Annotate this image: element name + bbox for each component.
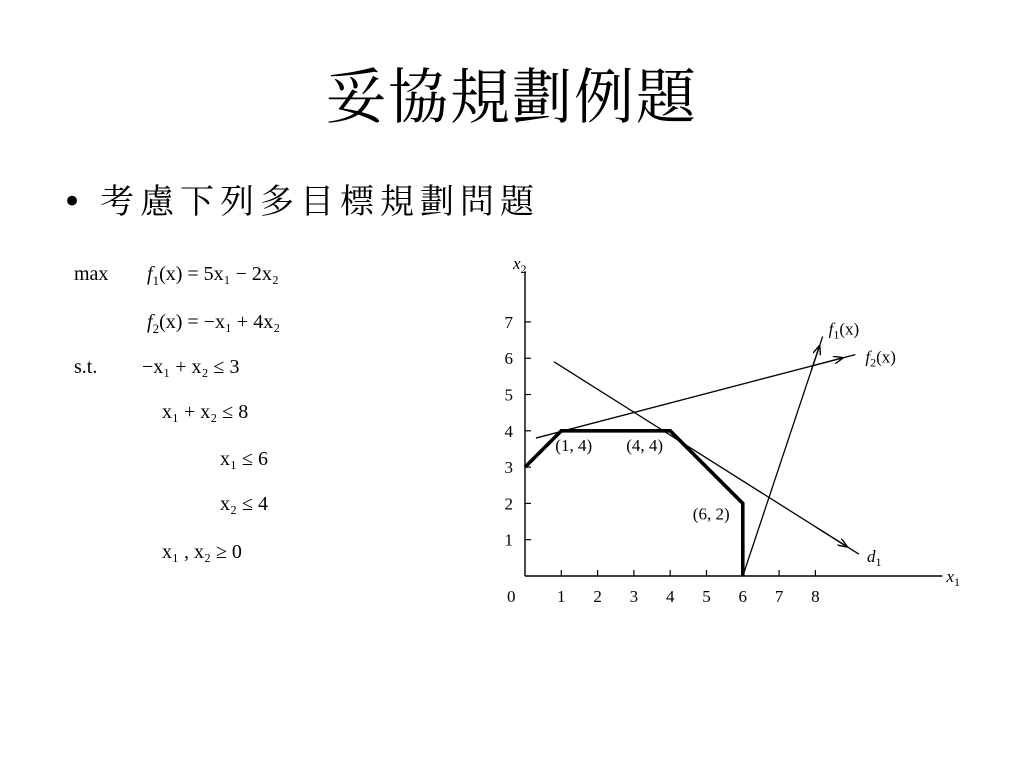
x-tick-label-5: 5: [702, 587, 711, 606]
origin-label: 0: [507, 587, 516, 606]
constraint-2: x₁ + x₂ ≤ 8: [162, 401, 249, 423]
y-axis-label: $x_2$: [513, 254, 527, 277]
constraint-1: −x₁ + x₂ ≤ 3: [142, 356, 240, 378]
bullet-item: [62, 176, 540, 228]
line-label-1: $f_2(x)$: [865, 347, 896, 370]
point-label-1: (4, 4): [626, 435, 664, 455]
x-tick-label-6: 6: [738, 587, 748, 606]
line-label-0: $f_1(x)$: [828, 319, 860, 342]
x-tick-label-3: 3: [629, 587, 639, 606]
objective-f2: [147, 310, 280, 341]
bullet-text: 考慮下列多目標規劃問題: [100, 182, 540, 222]
feasible-region-chart: [470, 250, 990, 620]
y-tick-label-2: 2: [504, 494, 513, 514]
constraint-5: x₁ , x₂ ≥ 0: [162, 541, 242, 563]
y-tick-label-1: 1: [504, 530, 513, 550]
st-label: s.t.: [74, 356, 98, 378]
objective-f1-symbol: f: [147, 263, 153, 285]
point-label-0: (1, 4): [555, 435, 593, 455]
y-tick-label-4: 4: [504, 421, 513, 441]
max-label: max: [74, 263, 109, 285]
objective-f2-symbol: f: [147, 311, 153, 333]
x-tick-label-7: 7: [774, 587, 784, 606]
line-label-2: $d_1$: [866, 547, 882, 570]
y-tick-label-6: 6: [504, 349, 513, 369]
constraint-4: x₂ ≤ 4: [220, 493, 268, 515]
y-tick-label-3: 3: [504, 458, 513, 478]
x-tick-label-2: 2: [593, 587, 602, 606]
x-tick-label-1: 1: [557, 587, 566, 606]
x-axis-label: $x_1$: [946, 567, 960, 589]
objective-f1-expression: (x) = 5x₁ − 2x₂: [159, 263, 279, 285]
axes: [525, 271, 942, 576]
x-tick-label-8: 8: [811, 587, 820, 606]
line-arrow-2: [816, 527, 846, 546]
constraint-3: x₁ ≤ 6: [220, 448, 268, 470]
point-label-2: (6, 2): [692, 504, 730, 524]
y-tick-label-5: 5: [504, 385, 513, 405]
objective-f2-subscript: 2: [152, 321, 160, 336]
line-2: [554, 362, 859, 554]
line-0: [743, 336, 823, 576]
x-tick-label-4: 4: [665, 587, 675, 606]
objective-f2-expression: (x) = −x₁ + 4x₂: [159, 311, 281, 333]
line-1: [536, 355, 855, 438]
slide-title: 妥協規劃例題: [326, 63, 698, 133]
bullet-dot-icon: •: [62, 182, 83, 222]
objective-f1: [147, 262, 279, 293]
y-tick-label-7: 7: [504, 312, 513, 332]
objective-f1-subscript: 1: [152, 273, 160, 288]
